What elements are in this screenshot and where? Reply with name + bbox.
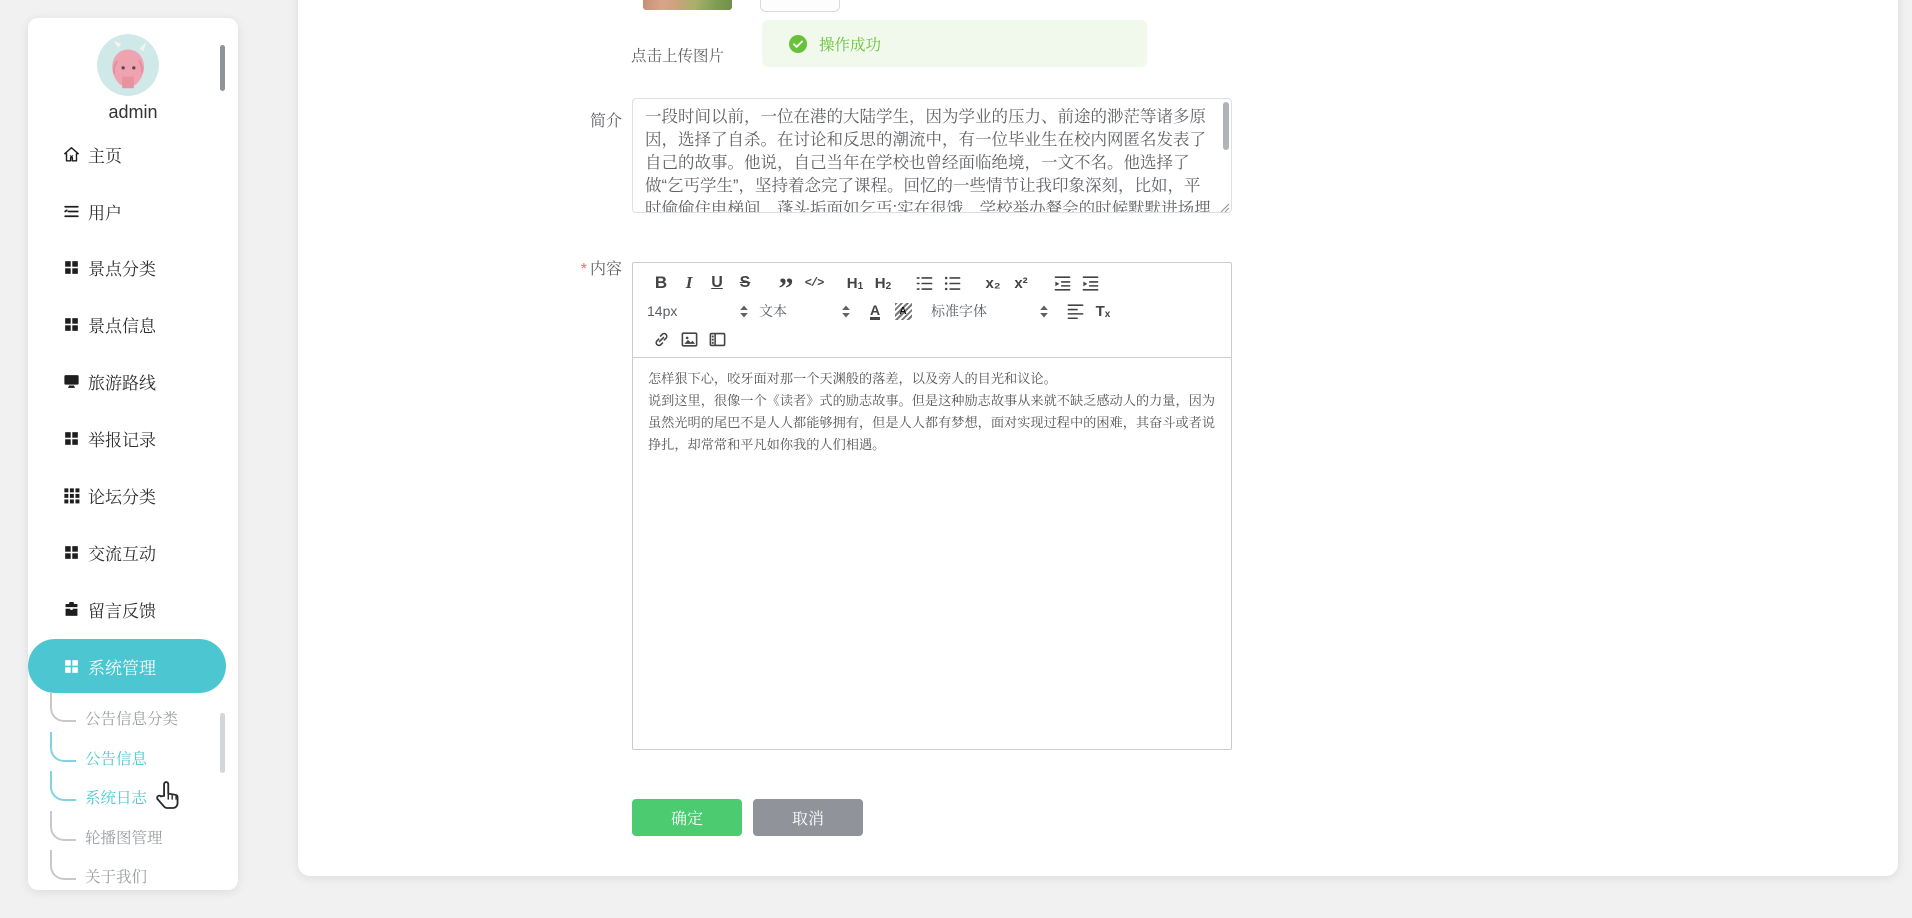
toolbar-row-1	[647, 270, 1217, 305]
grid-icon	[62, 429, 81, 448]
link-button[interactable]	[649, 327, 673, 351]
bold-button[interactable]: B	[649, 271, 673, 295]
grid-icon	[62, 315, 81, 334]
monitor-icon	[62, 372, 81, 391]
textarea-resize-handle[interactable]	[1220, 203, 1230, 213]
cancel-button[interactable]: 取消	[753, 799, 863, 836]
main-content	[298, 0, 1898, 876]
grid9-icon	[62, 486, 81, 505]
text-style-picker[interactable]: 文本	[759, 299, 851, 323]
sidebar-item-label: 举报记录	[88, 430, 156, 450]
editor-toolbar	[633, 263, 1231, 358]
chevron-updown-icon	[739, 304, 749, 319]
sidebar-item-label: 交流互动	[88, 544, 156, 564]
code-block-button[interactable]: </>	[802, 271, 826, 295]
submenu-item-about-us[interactable]: 关于我们	[28, 864, 238, 888]
sidebar-item-label: 主页	[88, 146, 122, 166]
intro-textarea[interactable]	[632, 98, 1232, 213]
sidebar-item-forum-category[interactable]	[28, 481, 238, 509]
avatar	[97, 34, 159, 96]
sidebar-item-label: 留言反馈	[88, 601, 156, 621]
align-button[interactable]	[1063, 299, 1087, 323]
sidebar-item-label: 景点分类	[88, 259, 156, 279]
required-asterisk: *	[580, 261, 587, 278]
username: admin	[108, 102, 158, 122]
toast-message: 操作成功	[819, 36, 882, 54]
sidebar-item-spot-category[interactable]	[28, 253, 238, 281]
intro-label: 简介	[589, 113, 622, 130]
submenu-item-notice-info[interactable]: 公告信息	[28, 746, 238, 770]
sidebar-item-label: 旅游路线	[88, 373, 156, 393]
editor-content[interactable]	[633, 358, 1231, 755]
sidebar-item-report-records[interactable]	[28, 424, 238, 452]
grid-icon	[62, 543, 81, 562]
sidebar-item-users[interactable]	[28, 197, 238, 225]
superscript-button[interactable]: x²	[1009, 271, 1033, 295]
sidebar-item-label: 系统管理	[88, 658, 156, 678]
sidebar-item-label: 论坛分类	[88, 487, 156, 507]
image-button[interactable]	[677, 327, 701, 351]
sidebar-scrollbar-thumb[interactable]	[220, 45, 225, 91]
strikethrough-button[interactable]: S	[733, 271, 757, 295]
textarea-scrollbar-thumb[interactable]	[1223, 102, 1229, 150]
header-2-button[interactable]: H 2	[871, 271, 895, 295]
submenu-item-notice-category[interactable]: 公告信息分类	[28, 706, 238, 730]
outdent-button[interactable]	[1050, 271, 1074, 295]
toolbar-row-3	[647, 326, 1217, 352]
subscript-button[interactable]: x₂	[981, 271, 1005, 295]
text-color-button[interactable]: A	[863, 299, 887, 323]
toolbar-row-2	[647, 298, 1217, 324]
sidebar-item-spot-info[interactable]	[28, 310, 238, 338]
tree-connector	[50, 811, 76, 841]
editor-paragraph: 说到这里，很像一个《读者》式的励志故事。但是这种励志故事从来就不缺乏感动人的力量，因为虽然光明的尾巴不是人人都能够拥有，但是人人都有梦想，面对实现过程中的困难，其奋斗或者说挣扎，却常常和平凡如你我的人们相遇。	[648, 393, 1216, 452]
uploaded-image-thumbnail[interactable]	[643, 0, 732, 10]
sidebar-item-travel-route[interactable]	[28, 367, 238, 395]
home-icon	[62, 145, 81, 164]
sidebar-item-home[interactable]	[28, 140, 238, 168]
blockquote-button[interactable]: ”	[774, 271, 798, 295]
sidebar-item-system-management[interactable]	[28, 639, 226, 693]
tree-connector	[50, 692, 76, 722]
tree-connector	[50, 850, 76, 880]
video-button[interactable]	[705, 327, 729, 351]
sidebar-item-communication[interactable]	[28, 538, 238, 566]
confirm-button[interactable]: 确定	[632, 799, 742, 836]
editor-paragraph: 怎样狠下心，咬牙面对那一个天渊般的落差，以及旁人的目光和议论。	[648, 371, 1057, 386]
font-size-picker[interactable]: 14px	[647, 299, 749, 323]
grid-icon	[62, 657, 81, 676]
ordered-list-button[interactable]	[912, 271, 936, 295]
success-toast	[762, 20, 1147, 67]
underline-button[interactable]: U	[705, 271, 729, 295]
sidebar-scrollbar-thumb[interactable]	[220, 713, 225, 773]
tree-connector	[50, 771, 76, 801]
sidebar-item-label: 景点信息	[88, 316, 156, 336]
list-icon	[62, 202, 81, 221]
bullet-list-button[interactable]	[940, 271, 964, 295]
background-color-button[interactable]: A	[891, 299, 915, 323]
submenu-item-carousel-management[interactable]: 轮播图管理	[28, 825, 238, 849]
header-1-button[interactable]: H 1	[843, 271, 867, 295]
clear-format-button[interactable]: T x	[1091, 299, 1115, 323]
indent-button[interactable]	[1078, 271, 1102, 295]
content-label: * 内容	[580, 261, 622, 278]
upload-button[interactable]	[760, 0, 840, 12]
submenu-item-system-log[interactable]: 系统日志	[28, 785, 238, 809]
sidebar-item-feedback[interactable]	[28, 595, 238, 623]
check-circle-icon	[789, 35, 807, 53]
grid-icon	[62, 258, 81, 277]
chevron-updown-icon	[1039, 304, 1049, 319]
rich-text-editor	[632, 262, 1232, 750]
sidebar-item-label: 用户	[88, 203, 122, 223]
upload-label: 点击上传图片	[631, 48, 725, 65]
tree-connector	[50, 732, 76, 762]
italic-button[interactable]: I	[677, 271, 701, 295]
font-family-picker[interactable]: 标准字体	[931, 299, 1049, 323]
sidebar	[28, 18, 238, 890]
chevron-updown-icon	[841, 304, 851, 319]
briefcase-icon	[62, 600, 81, 619]
